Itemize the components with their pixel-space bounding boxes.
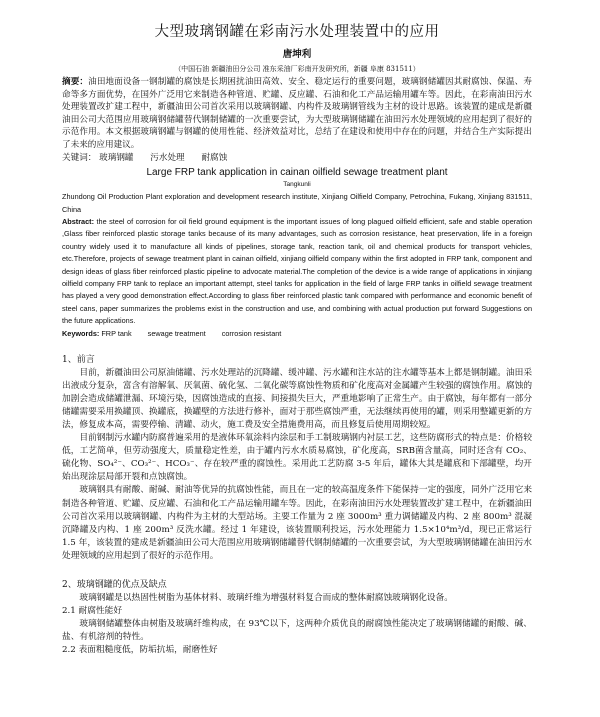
author-en: Tangkunli [283, 181, 311, 189]
section-1-heading: 1、前言 [62, 354, 95, 365]
abstract-en-text: the steel of corrosion for oil field ground equipment is the important issues of long plagued oilfield efficient, safe and stable operation ,Glass fiber reinforced plastic storage tanks because of its many advantages, such as corrosion resistance, heat preservation, life in a foreign country widely used it to manufacture all kinds of pipelines, storage tank, reaction tank, oil and chemical products for transport vehicles, etc.Therefore, projects of sewage treatment plant in cainan oilfield, xinjiang oilfield company within the first adopted in FRP tank, component and design ideas of glass fiber reinforced plastic pipeline to advocate material.The completion of the device is a wide range of applications in xinjiang oilfield company FRP tank to replace an important attempt, steel tanks for application in the field of large FRP tanks in oilfield sewage treatment has played a very good demonstration effect.According to glass fiber reinforced plastic tank compared with performance and economic benefit of steel cans, paper summarizes the problems exist in the construction and use, and combining with actual production put forward Suggestions on the future applications. [62, 216, 533, 326]
section-1-paragraph-2: 目前钢制污水罐内防腐普遍采用的是液体环氧涂料内涂层和手工制玻璃钢内衬层工艺，这些防腐形式的特点是：价格较低，工艺简单，但劳动强度大，质量稳定性差，由于罐内污水水质易腐蚀，矿化度高，SRB菌含量高，同时还含有 CO₂、硫化物、SO₄²⁻、CO₃²⁻、HCO₃⁻、存在较严重的腐蚀性。采用此工艺防腐 3-5 年后，罐体大其是罐底和下部罐壁，均开始出现涂层局部开裂和点蚀腐蚀。 [62, 433, 532, 483]
abstract-cn [62, 76, 532, 152]
section-2-1-heading: 2.1 耐腐性能好 [62, 606, 123, 617]
abstract-en-label: Abstract: [62, 216, 95, 226]
keywords-en [62, 328, 532, 340]
section-2-paragraph-1: 玻璃钢罐是以热固性树脂为基体材料、玻璃纤维为增强材料复合而成的整体耐腐蚀玻璃钢化设备。 [79, 593, 453, 604]
section-2-heading: 2、玻璃钢罐的优点及缺点 [62, 580, 167, 591]
abstract-cn-text: 油田地面设备一钢制罐的腐蚀是长期困扰油田高效、安全、稳定运行的重要问题，玻璃钢储罐因其耐腐蚀、保温、寿命等多方面优势，在国外广泛用它来制造各种管道、贮罐、反应罐、石油和化工产品运输用罐车等。因此，在彩南油田污水处理装置改扩建工程中，新疆油田公司首次采用以玻璃钢罐、内构件及玻璃钢管线为主材的设计思路。该装置的建成是新疆油田公司大范围应用玻璃钢储罐替代钢制储罐的一次重要尝试，为大型玻璃钢储罐在油田污水处理领域的应用起到了很好的示范作用。本文根据玻璃钢罐与钢罐的使用性能、经济效益对比，总结了在建设和使用中存在的问题，并结合生产实际提出了未来的应用建议。 [62, 77, 532, 150]
abstract-en [62, 216, 532, 328]
keyword-cn: 耐腐蚀 [201, 152, 228, 163]
affiliation-cn: （中国石油 新疆油田分公司 准东采油厂彩南开发研究所，新疆 阜康 831511） [174, 65, 420, 73]
keyword-en: corrosion resistant [221, 328, 282, 338]
section-1-paragraph-1: 目前，新疆油田公司原油储罐、污水处理站的沉降罐、缓冲罐、污水罐和注水站的注水罐等基本上都是钢制罐。油田采出液成分复杂，富含有溶解氧、厌氧菌、硫化氢、二氧化碳等腐蚀性物质和矿化度高对金属罐产生较强的腐蚀作用。腐蚀的加剧会造成储罐泄漏、环境污染，因腐蚀造成的直接、间接损失巨大，严重地影响了正常生产。由于腐蚀，每年都有一部分储罐需要采用换罐顶、换罐底，换罐壁的方法进行修补，面对于那些腐蚀严重，无法继续再使用的罐，则采用整罐更新的方法，修复成本高，需要停输、清罐、动火，施工费及安全措施费用高，而且修复后使用周期较短。 [62, 367, 532, 430]
abstract-cn-label: 摘要： [62, 77, 89, 87]
paper-page [62, 14, 532, 657]
keyword-cn: 玻璃钢罐 [99, 152, 134, 163]
keyword-en: sewage treatment [147, 328, 206, 338]
paper-title-en: Large FRP tank application in cainan oilfield sewage treatment plant [146, 167, 448, 179]
author-cn: 唐坤利 [282, 49, 312, 60]
affiliation-en: Zhundong Oil Production Plant exploration and development research institute, Xinjiang Oilfield Company, Petrochina, Fukang, Xinjiang 831511, China [62, 192, 532, 214]
keywords-en-label: Keywords: [62, 328, 100, 338]
keyword-cn: 污水处理 [150, 152, 185, 163]
section-1-paragraph-3: 玻璃钢具有耐酸、耐碱、耐油等优异的抗腐蚀性能，而且在一定的较高温度条件下能保持一定的强度，同外广泛用它来制造各种管道、贮罐、反应罐、石油和化工产品运输用罐车等。因此，在彩南油田污水处理装置改扩建工程中，在新疆油田公司首次采用以玻璃钢罐、内构件为主材的大型站场。主要工作量为 2 座 3000m³ 重力调储罐及内构、2 座 800m³ 混凝沉降罐及内构、1 座 200m³ 反洗水罐。经过 1 年建设，该装置顺利投运，污水处理能力 1.5×10⁴m³/d，现已正常运行 1.5 年，该装置的建成是新疆油田公司大范围应用玻璃钢储罐替代钢制储罐的一次重要尝试，为大型玻璃钢储罐在油田污水处理领域的应用起到了很好的示范作用。 [62, 485, 532, 561]
paper-title-cn: 大型玻璃钢罐在彩南污水处理装置中的应用 [154, 24, 440, 40]
keyword-en: FRP tank [101, 328, 132, 338]
keywords-cn [62, 152, 532, 165]
section-2-1-paragraph-1: 玻璃钢储罐整体由树脂及玻璃纤维构成，在 93℃以下，这两种介质优良的耐腐蚀性能决定了玻璃钢储罐的耐酸、碱、盐、有机溶剂的特性。 [62, 619, 532, 643]
keywords-cn-label: 关键词： [62, 152, 97, 163]
section-2-2-heading: 2.2 表面粗糙度低，防垢抗垢，耐磨性好 [62, 645, 218, 656]
